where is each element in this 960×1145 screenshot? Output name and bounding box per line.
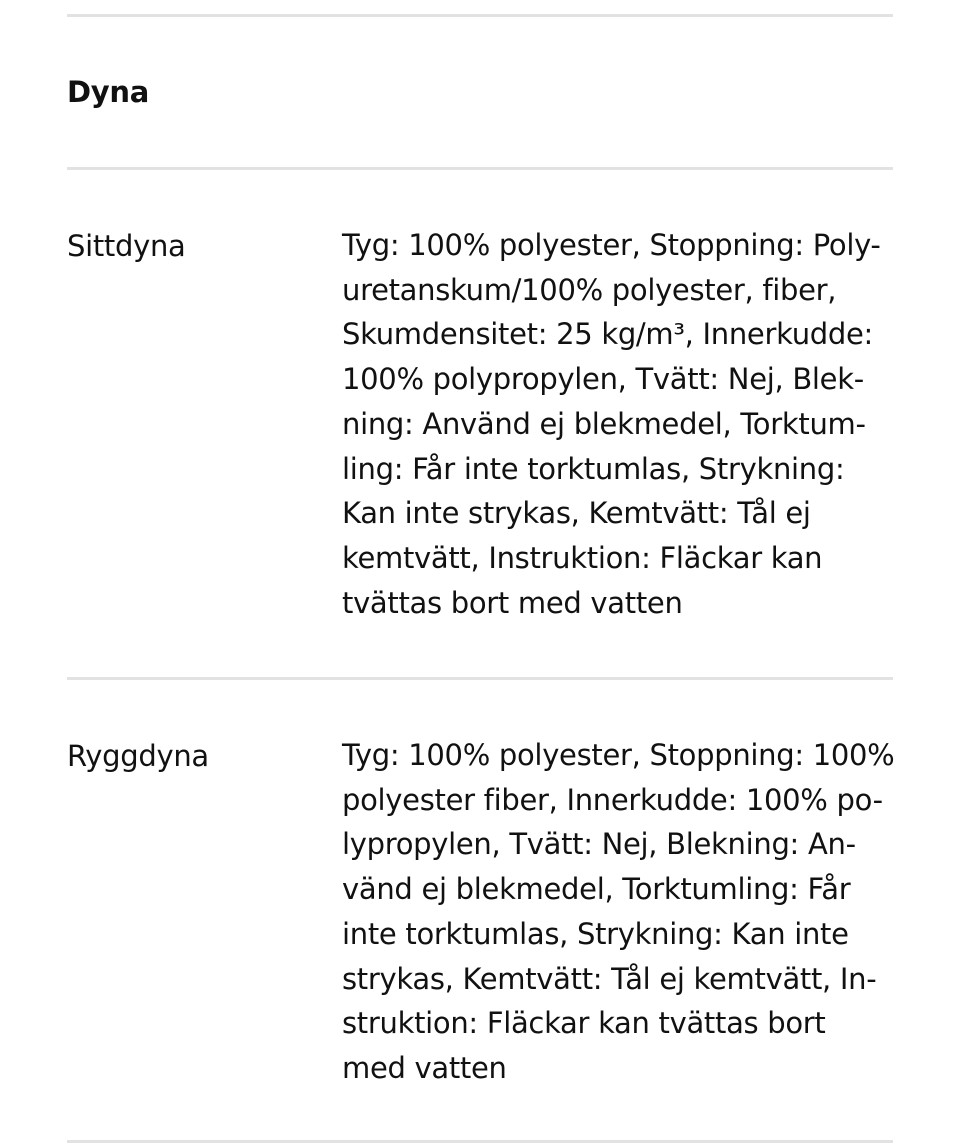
spec-value-line: Skumdensitet: 25 kg/m³, Innerkudde: [342,317,873,352]
divider-bottom [67,1140,893,1143]
spec-value-line: vänd ej blekmedel, Torktumling: Får [342,872,851,907]
spec-value-line: lypropylen, Tvätt: Nej, Blekning: An- [342,827,856,862]
spec-label-sittdyna: Sittdyna [67,229,186,263]
spec-value-line: inte torktumlas, Strykning: Kan inte [342,916,849,951]
section-title: Dyna [67,75,149,109]
spec-value-line: polyester fiber, Innerkudde: 100% po- [342,782,883,817]
divider-top [67,14,893,17]
spec-value-sittdyna [342,223,902,625]
spec-value-line: Tyg: 100% polyester, Stoppning: 100% [342,738,895,772]
divider-after-title [67,167,893,170]
spec-value-line: uretanskum/100% polyester, fiber, [342,272,837,307]
spec-value-line: ning: Använd ej blekmedel, Torktum- [342,406,866,441]
spec-value-line: ling: Får inte torktumlas, Strykning: [342,451,845,486]
spec-value-line: med vatten [342,1050,507,1085]
spec-value-line: kemtvätt, Instruktion: Fläckar kan [342,540,823,575]
spec-label-ryggdyna: Ryggdyna [67,739,209,773]
spec-value-line: Tyg: 100% polyester, Stoppning: Poly- [342,228,881,262]
divider-between-rows [67,677,893,680]
spec-value-line: Kan inte strykas, Kemtvätt: Tål ej [342,496,811,531]
spec-value-line: 100% polypropylen, Tvätt: Nej, Blek- [342,362,864,397]
spec-value-line: strykas, Kemtvätt: Tål ej kemtvätt, In- [342,961,877,996]
spec-value-line: tvättas bort med vatten [342,585,683,620]
spec-value-line: struktion: Fläckar kan tvättas bort [342,1006,826,1041]
spec-value-ryggdyna [342,733,902,1091]
